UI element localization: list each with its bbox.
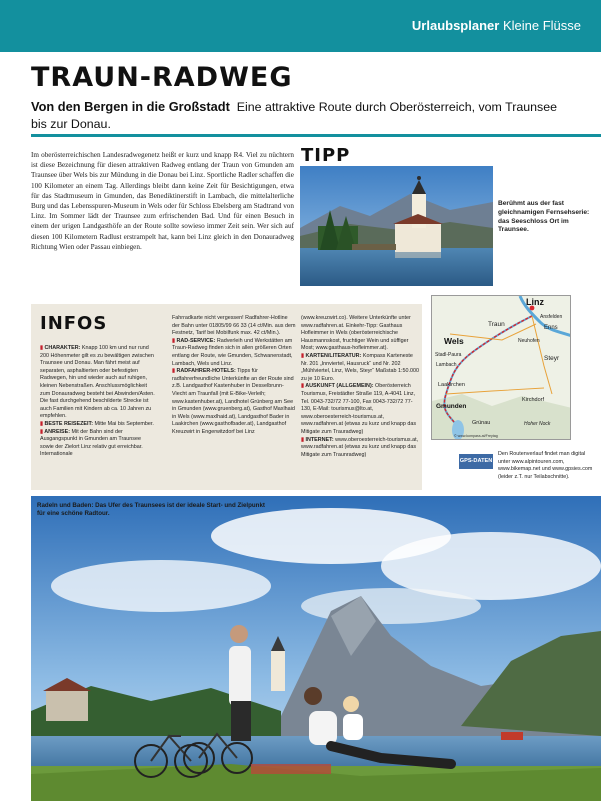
info-entry: ▮ CHARAKTER: Knapp 100 km und nur rund 200 Höhenmeter gilt es zu bewältigen zwischen Traunsee und Donau. Man fährt meist auf separaten, asphaltierten oder befestigten Radwegen, hin und wieder auch auf ruhigen, kleinen Nebenstraßen. Anschlussmöglichkeit zum Donauradweg besteht bei Abwinden/Asten. Die fast durchgehend beschilderte Strecke ist auch Familien mit Kindern ab ca. 10 Jahren zu empfehlen.: [40, 345, 155, 420]
route-map: [431, 295, 571, 440]
section-header-bar: [0, 0, 601, 52]
infos-column-1: [40, 345, 155, 459]
map-label: Kirchdorf: [522, 397, 545, 403]
info-entry: ▮ RAD-SERVICE: Radverleih und Werkstätten am Traun-Radweg finden sich in allen größeren Orten entlang der Route, wie Gmunden, Schwanenstadt, Lambach, Wels und Linz.: [172, 337, 293, 367]
infos-heading: INFOS: [40, 313, 108, 334]
map-label: Linz: [526, 297, 544, 307]
tipp-caption: Berühmt aus der fast gleichnamigen Fernsehserie: das Seeschloss Ort im Traunsee.: [498, 200, 590, 234]
subtitle-headline: Von den Bergen in die Großstadt: [31, 99, 230, 114]
gps-text: Den Routenverlauf findet man digital unter www.alpintouren.com, www.bikemap.net und www.gpsies.com (leider z.T. nur Teilabschnitte).: [498, 451, 593, 480]
subtitle-deck: Eine attraktive Route durch Oberösterreich, vom Traunsee bis zur Donau.: [31, 100, 557, 131]
article-subtitle: [31, 98, 576, 133]
info-entry: ▮ AUSKUNFT (ALLGEMEIN): Oberösterreich Tourismus, Freistädter Straße 119, A-4041 Linz, Tel. 0043-732/72 77-100, Fax 0043-732/72 77-130, E-Mail: tourismus@lto.at, www.oberoesterreich-tourismus.at, www.radfahren.at (etwas zu kurz und knapp das Mitigate zum Trauradweg): [301, 383, 417, 435]
map-label: Grünau: [472, 420, 491, 426]
map-label: Steyr: [544, 355, 560, 362]
article-body: Im oberösterreichischen Landesradwegenetz heißt er kurz und knapp R4. Viel zu nüchtern ist diese Bezeichnung für diesen attraktiven Radweg entlang der Traun von Gmunden am Traunsee über Wels bis zur Mündung in die Donau bei Linz. Sportliche Radler schaffen die 100 Kilometer an einem Tag. Allerdings bleibt dann keine Zeit für Besichtigungen, etwa für das Stadtmuseum in Gmunden, das Benediktinerstift in Lambach, die mittelalterliche Burg und das Lebensspuren-Museum in Wels oder für Schloss Ebelsberg am Stadtrand von Linz. Im Sommer lädt der Traunsee zum erfrischenden Bad. Und für einen Besuch in einem der urigen Landgasthöfe an der Route sollte sowieso immer Zeit sein. Wer sich auf diesen 100 Kilometern Radlust erstrampelt hat, kann bei Linz gleich in den Donauradweg Richtung Wien oder Passau einbiegen.: [31, 151, 294, 251]
info-entry: (www.kreuzwirt.co). Weitere Unterkünfte unter www.radfahren.at. Einkehr-Tipp: Gasthaus Hofleimmer in Wels (oberösterreichische Hausmannskost, fruchtiger Wein und süffiger Most; www.gasthaus-hofleimmer.at).: [301, 315, 411, 352]
castle-photo: [300, 166, 493, 286]
article-title: TRAUN-RADWEG: [31, 62, 293, 93]
map-label: Laakirchen: [438, 382, 465, 388]
map-label: Hoher Nock: [524, 421, 551, 427]
map-label: Enns: [544, 325, 558, 331]
info-entry: Fahrradkarte nicht vergessen! Radfahrer-Hotline der Bahn unter 01805/99 66 33 (14 ct/Min. aus dem Festnetz, Tarif bei Mobilfunk max. 42 ct/Min.).: [172, 315, 296, 337]
info-entry: ▮ RADFAHRER-HOTELS: Tipps für radfahrerfreundliche Unterkünfte an der Route sind z.B. Landgasthof Kastenhuber in Desselbrunn-Viecht am Traunfall (mit E-Bike-Verleih; www.kastenhuber.at), Landhotel Grünberg am See in Gmunden (www.gruenberg.at), Gasthof Maxlhaid in Wels (www.maxlhaid.at), Landgasthof Bader in Laakirchen (www.gasthofbader.at), Landgasthof Kreuzwirt in Engerwitzdorf bei Linz: [172, 368, 295, 435]
infos-column-3: [301, 315, 421, 459]
route-map-drawing: [432, 296, 571, 440]
section-label: Urlaubsplaner Kleine Flüsse: [411, 18, 581, 33]
info-entry: ▮ KARTEN/LITERATUR: Kompass Karteneste Nr. 201 „Innviertel, Hausruck“ und Nr. 202 „Mühlviertel, Linz, Wels, Steyr“ Maßstab 1:50.000 zu je 10 Euro.: [301, 352, 419, 382]
map-label: Traun: [488, 321, 505, 328]
infos-column-2: [172, 315, 296, 437]
map-credit: © www.kompass.at/Freytag: [454, 434, 498, 438]
map-label: Neuhofen: [518, 338, 540, 344]
info-entry: ▮ ANREISE: Mit der Bahn sind der Ausgangspunkt in Gmunden am Traunsee sowie der Zielort Linz relativ gut erreichbar. Internationale: [40, 428, 143, 458]
map-label: Gmunden: [436, 403, 467, 410]
gps-badge: GPS-DATEN: [459, 454, 493, 469]
map-label: Lambach: [436, 362, 457, 368]
tipp-heading: TIPP: [301, 145, 351, 166]
photo-caption: Radeln und Baden: Das Ufer des Traunsees ist der ideale Start- und Zielpunkt für eine schöne Radtour.: [37, 502, 265, 518]
map-label: Wels: [444, 336, 464, 346]
lake-cyclists-photo: [31, 496, 601, 801]
title-divider: [31, 134, 601, 137]
info-entry: ▮ BESTE REISEZEIT: Mitte Mai bis September.: [40, 420, 154, 427]
map-label: Stadl-Paura: [435, 352, 462, 358]
info-entry: ▮ INTERNET: www.oberoesterreich-tourismus.at, www.radfahren.at (etwas zu kurz und knapp das Mitigate zum Traunradweg): [301, 436, 419, 458]
map-label: Ansfelden: [540, 314, 563, 320]
